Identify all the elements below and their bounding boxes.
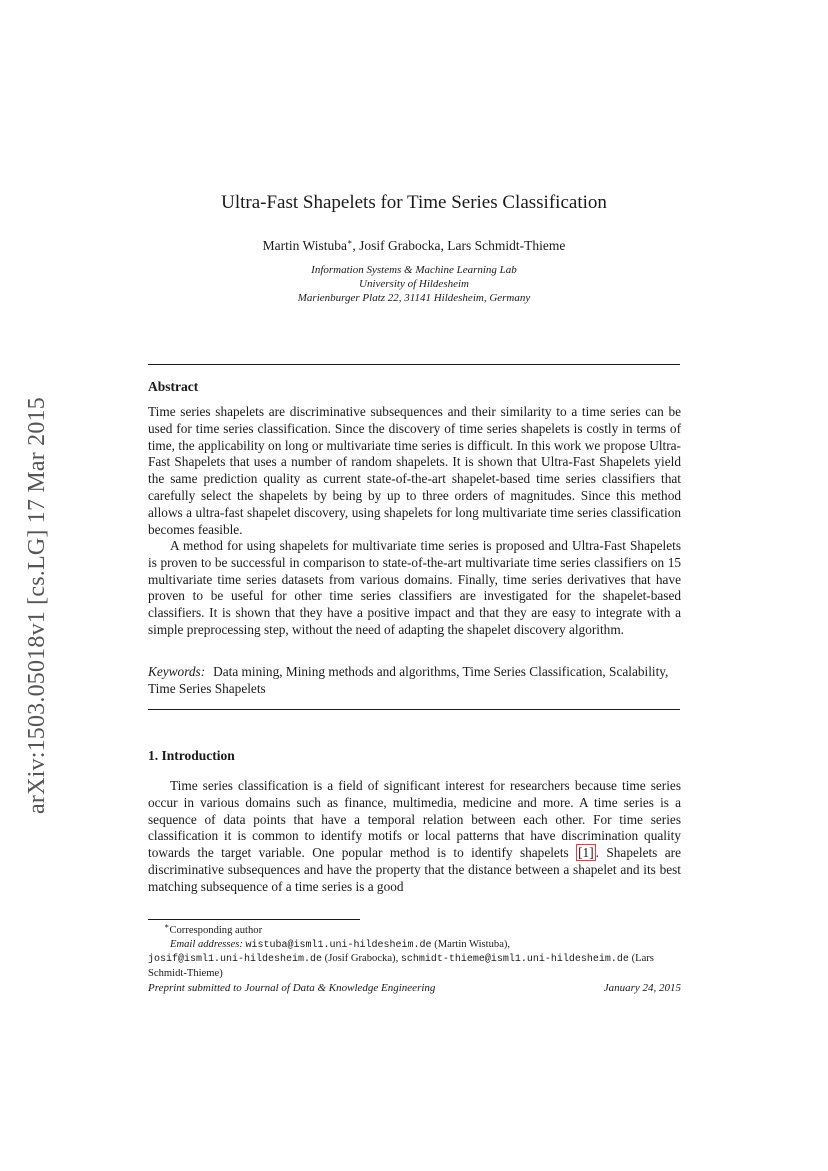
email-owner-schmidt-thieme: (Lars Schmidt-Thieme) — [148, 953, 654, 979]
abstract-paragraph-2: A method for using shapelets for multivariate time series is proposed and Ultra-Fast Shapelets is proven to be successful in comparison to state-of-the-art multivariate time series classifiers on 15 multivariate time series datasets from various domains. Finally, time series derivatives that have proven to be useful for other time series classifiers are investigated for the shapelet-based classifiers. It is shown that they have a positive impact and that they are easy to integrate with a simple preprocessing step, without the need of adapting the shapelet discovery algorithm. — [148, 538, 681, 637]
affiliation-lab: Information Systems & Machine Learning Lab — [311, 264, 517, 276]
introduction-heading: 1. Introduction — [148, 748, 235, 763]
email-link-grabocka[interactable]: josif@isml1.uni-hildesheim.de — [148, 954, 323, 966]
footnote-mark: ∗ — [164, 921, 170, 931]
preprint-note: Preprint submitted to Journal of Data & Knowledge Engineering — [148, 982, 436, 994]
corresponding-mark: ∗ — [346, 237, 353, 247]
abstract-paragraph-1: Time series shapelets are discriminative subsequences and their similarity to a time series can be used for time series classification. Since the discovery of time series shapelets is costly in terms of time, the applicability on long or multivariate time series is difficult. In this work we propose Ultra-Fast Shapelets that uses a number of random shapelets. It is shown that Ultra-Fast Shapelets yield the same prediction quality as current state-of-the-art shapelet-based time series classifiers that carefully select the shapelets by being by up to three orders of magnitudes. Since this method allows a ultra-fast shapelet discovery, using shapelets for long multivariate time series classification becomes feasible. — [148, 404, 681, 537]
abstract-bottom-rule — [148, 709, 680, 710]
preprint-date: January 24, 2015 — [603, 982, 681, 994]
keywords-text: Data mining, Mining methods and algorithms, Time Series Classification, Scalability, Time Series Shapelets — [148, 664, 669, 696]
keywords — [148, 663, 681, 697]
footnote-emails — [148, 938, 681, 980]
footnote-corresponding-text: Corresponding author — [169, 925, 263, 936]
other-authors: , Josif Grabocka, Lars Schmidt-Thieme — [352, 238, 566, 253]
abstract-heading: Abstract — [148, 379, 199, 394]
email-label: Email addresses: — [170, 939, 243, 950]
keywords-label: Keywords: — [148, 664, 206, 679]
affiliation-address: Marienburger Platz 22, 31141 Hildesheim, Germany — [297, 292, 531, 304]
email-owner-wistuba: (Martin Wistuba), — [431, 939, 511, 950]
author-list — [0, 238, 828, 254]
citation-link[interactable]: [1] — [578, 845, 594, 861]
footnote-corresponding — [148, 921, 681, 937]
abstract-top-rule — [148, 364, 680, 365]
affiliation-university: University of Hildesheim — [359, 278, 469, 290]
email-link-schmidt-thieme[interactable]: schmidt-thieme@isml1.uni-hildesheim.de — [400, 954, 629, 966]
introduction-paragraph-1 — [148, 778, 681, 896]
first-author: Martin Wistuba — [262, 238, 347, 253]
paper-title: Ultra-Fast Shapelets for Time Series Classification — [221, 192, 607, 213]
email-owner-grabocka: (Josif Grabocka), — [322, 953, 401, 965]
arxiv-identifier: arXiv:1503.05018v1 [cs.LG] 17 Mar 2015 — [23, 396, 50, 814]
footnote-rule — [148, 919, 360, 920]
intro-text-before-ref: Time series classification is a field of significant interest for researchers because time series occur in various domains such as finance, multimedia, medicine and more. A time series is a sequence of data points that have a temporal relation between each other. For time series classification it is common to identify motifs or local patterns that have discrimination quality towards the target variable. One popular method is to identify shapelets — [148, 778, 681, 861]
arxiv-stamp — [8, 355, 66, 855]
intro-text-after-ref: . Shapelets are discriminative subsequences and have the property that the distance between a shapelet and its best matching subsequence of a time series is a good — [148, 845, 682, 894]
email-link-wistuba[interactable]: wistuba@isml1.uni-hildesheim.de — [245, 940, 432, 951]
